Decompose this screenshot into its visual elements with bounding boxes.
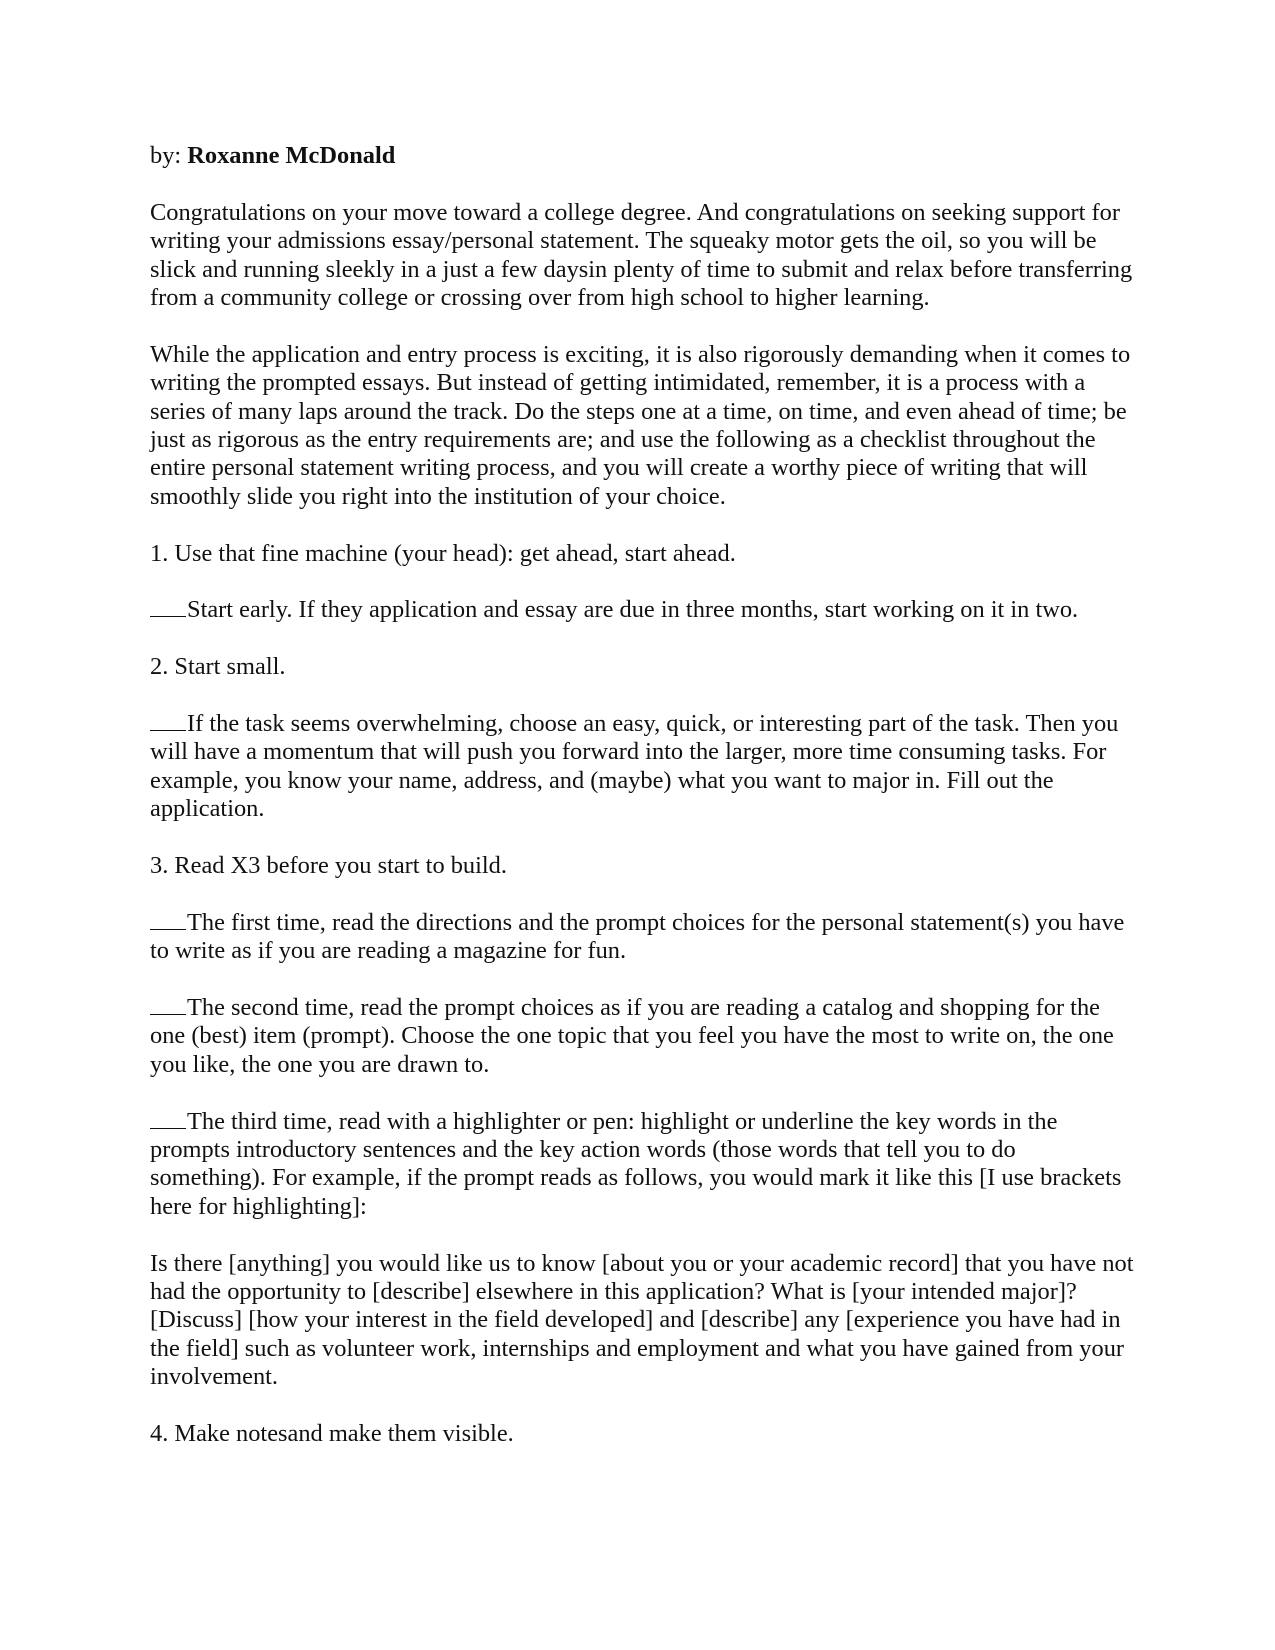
checkbox-blank-line <box>150 1013 186 1015</box>
checklist-item-start-early <box>150 596 1135 624</box>
checklist-item-text: The third time, read with a highlighter or pen: highlight or underline the key words in the prompts introductory sentences and the key action words (those words that tell you to do something). For example, if the prompt reads as follows, you would mark it like this [I use brackets here for highlighting]: <box>150 1107 1122 1220</box>
process-paragraph: While the application and entry process is exciting, it is also rigorously demanding when it comes to writing the prompted essays. But instead of getting intimidated, remember, it is a process with a series of many laps around the track. Do the steps one at a time, on time, and even ahead of time; be just as rigorous as the entry requirements are; and use the following as a checklist throughout the entire personal statement writing process, and you will create a worthy piece of writing that will smoothly slide you right into the institution of your choice. <box>150 340 1131 510</box>
step-3-heading: 3. Read X3 before you start to build. <box>150 852 507 880</box>
step-1-heading: 1. Use that fine machine (your head): get ahead, start ahead. <box>150 539 736 567</box>
checklist-item-text: Start early. If they application and essay are due in three months, start working on it in two. <box>187 596 1079 624</box>
checklist-item-text: If the task seems overwhelming, choose an easy, quick, or interesting part of the task. Then you will have a momentum that will push you forward into the larger, more time consuming tasks. For example, you know your name, address, and (maybe) what you want to major in. Fill out the application. <box>150 710 1119 823</box>
step-4-heading: 4. Make notesand make them visible. <box>150 1420 514 1448</box>
step-2-heading: 2. Start small. <box>150 653 286 681</box>
author-name: Roxanne McDonald <box>187 142 396 169</box>
checkbox-blank-line <box>150 615 186 617</box>
checklist-item-third-time <box>150 1108 1135 1222</box>
checklist-item-text: The first time, read the directions and the prompt choices for the personal statement(s) you have to write as if you are reading a magazine for fun. <box>150 908 1125 965</box>
checklist-item-second-time <box>150 994 1135 1079</box>
checkbox-blank-line <box>150 928 186 930</box>
intro-paragraph: Congratulations on your move toward a college degree. And congratulations on seeking support for writing your admissions essay/personal statement. The squeaky motor gets the oil, so you will be slick and running sleekly in a just a few daysin plenty of time to submit and relax before transferring from a community college or crossing over from high school to higher learning. <box>150 198 1133 312</box>
checklist-item-first-time <box>150 909 1135 966</box>
checkbox-blank-line <box>150 729 186 731</box>
checklist-item-text: The second time, read the prompt choices as if you are reading a catalog and shopping for the one (best) item (prompt). Choose the one topic that you feel you have the most to write on, the one you like, the one you are drawn to. <box>150 994 1114 1078</box>
example-prompt-paragraph: Is there [anything] you would like us to know [about you or your academic record] that you have not had the opportunity to [describe] elsewhere in this application? What is [your intended major]? [Discuss] [how your interest in the field developed] and [describe] any [experience you have had in the field] such as volunteer work, internships and employment and what you have gained from your involvement. <box>150 1249 1134 1391</box>
document-page <box>150 142 1135 1477</box>
checklist-item-overwhelming <box>150 710 1135 824</box>
byline <box>150 142 1135 170</box>
byline-prefix: by: <box>150 142 182 169</box>
checkbox-blank-line <box>150 1127 186 1129</box>
